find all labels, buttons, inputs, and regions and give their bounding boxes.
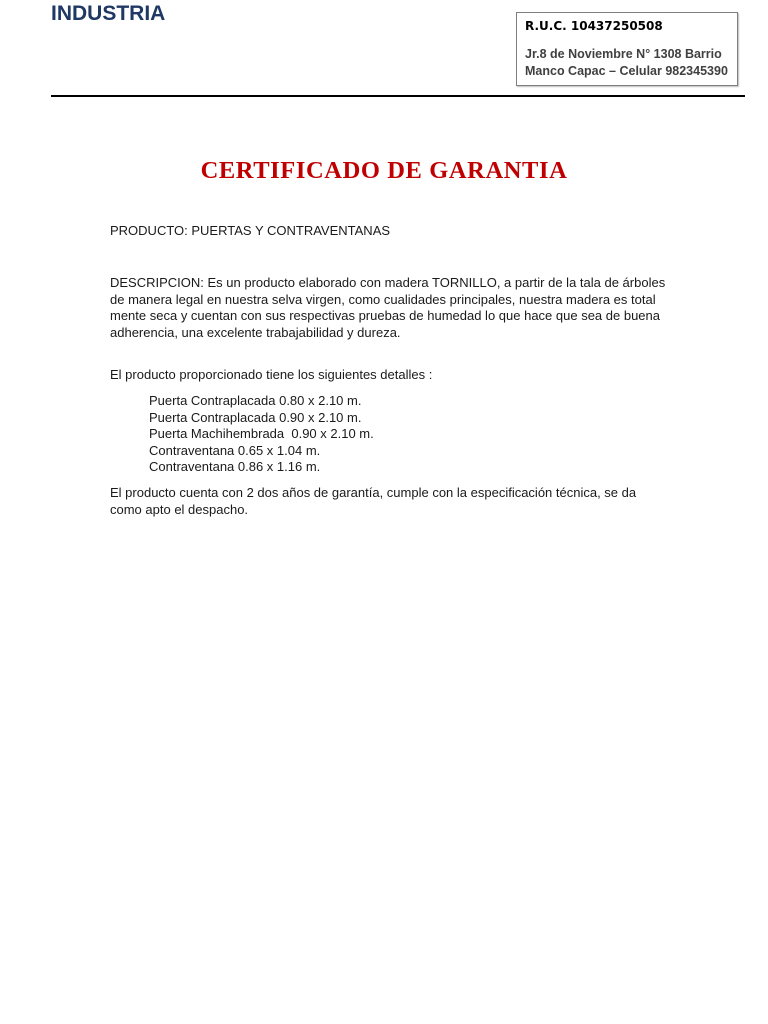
contact-info-box: [516, 12, 738, 86]
list-item: Puerta Contraplacada 0.80 x 2.10 m.: [149, 393, 362, 408]
header-divider: [51, 95, 745, 97]
list-item: Puerta Machihembrada 0.90 x 2.10 m.: [149, 426, 374, 441]
document-title: CERTIFICADO DE GARANTIA: [200, 157, 568, 184]
details-list: [149, 393, 374, 476]
product-line: PRODUCTO: PUERTAS Y CONTRAVENTANAS: [110, 223, 391, 238]
product-description: DESCRIPCION: Es un producto elaborado con madera TORNILLO, a partir de la tala de árboles de manera legal en nuestra selva virgen, como cualidades principales, nuestra madera es total mente seca y cuentan con sus respectivas pruebas de humedad lo que hace que sea de buena adherencia, una excelente trabajabilidad y dureza.: [110, 275, 666, 340]
list-item: Contraventana 0.86 x 1.16 m.: [149, 459, 321, 474]
list-item: Contraventana 0.65 x 1.04 m.: [149, 442, 321, 458]
details-intro: El producto proporcionado tiene los siguientes detalles :: [110, 367, 433, 382]
ruc-number: R.U.C. 10437250508: [525, 19, 663, 33]
list-item: Puerta Contraplacada 0.90 x 2.10 m.: [149, 409, 362, 425]
company-address: Jr.8 de Noviembre N° 1308 Barrio Manco Capac – Celular 982345390: [525, 47, 728, 78]
warranty-statement: El producto cuenta con 2 dos años de garantía, cumple con la especificación técnica, se da como apto el despacho.: [110, 485, 637, 517]
company-name: INDUSTRIA: [51, 2, 166, 25]
